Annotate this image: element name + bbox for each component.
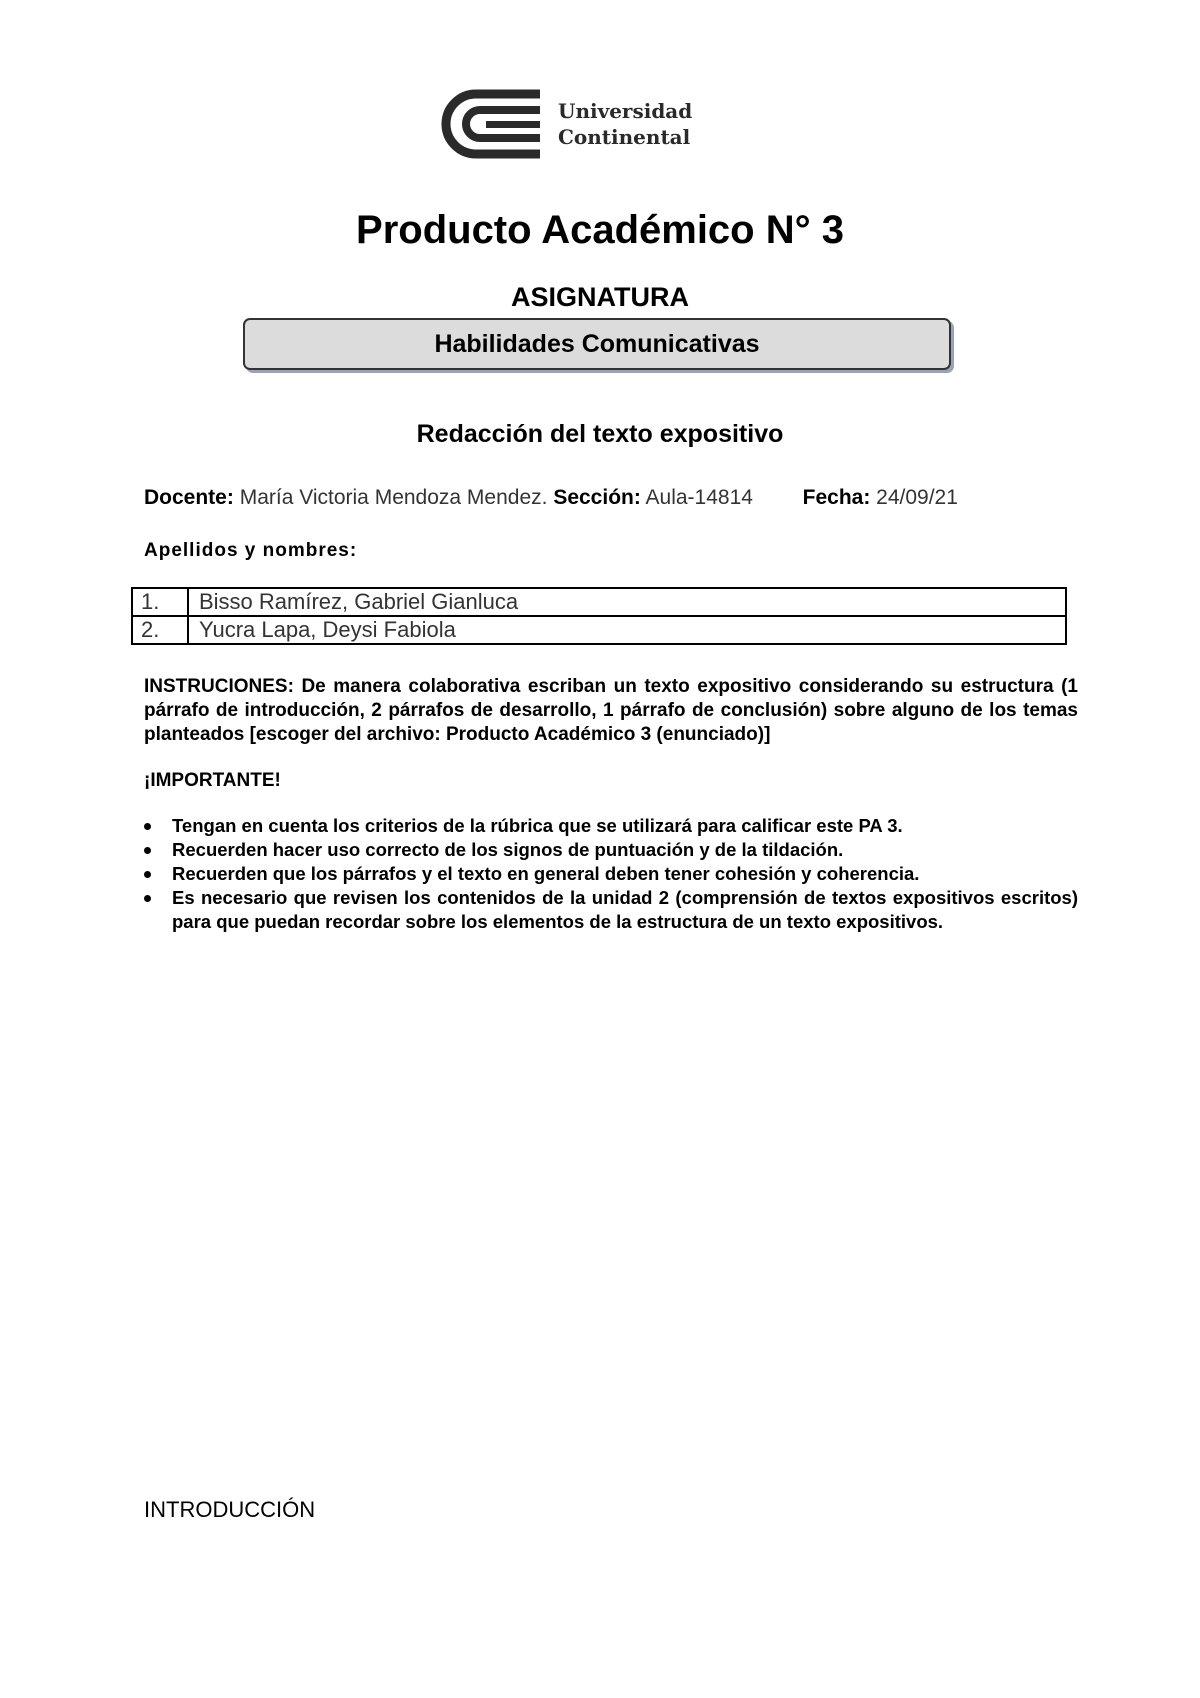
bullet-icon <box>144 823 151 830</box>
instructions <box>144 675 1078 747</box>
document-meta <box>144 486 958 510</box>
student-number: 1. <box>132 588 188 616</box>
bullet-icon <box>144 895 151 902</box>
docente-value: María Victoria Mendoza Mendez. <box>239 486 548 509</box>
list-item-text: Es necesario que revisen los contenidos de la unidad 2 (comprensión de textos expositivos escritos) para que puedan recordar sobre los elementos de la estructura de un texto expositivos. <box>172 887 1078 932</box>
important-label: ¡IMPORTANTE! <box>144 770 281 791</box>
student-number: 2. <box>132 616 188 644</box>
student-name: Bisso Ramírez, Gabriel Gianluca <box>188 588 1066 616</box>
list-item-text: Tengan en cuenta los criterios de la rúbrica que se utilizará para calificar este PA 3. <box>172 815 903 836</box>
logo-text-line1: Universidad <box>558 99 693 123</box>
table-row <box>132 616 1066 644</box>
list-item <box>144 862 1078 886</box>
students-label: Apellidos y nombres: <box>144 540 358 561</box>
logo-text-line2: Continental <box>558 125 691 149</box>
seccion-label: Sección: <box>553 486 641 509</box>
list-item-text: Recuerden hacer uso correcto de los signos de puntuación y de la tildación. <box>172 839 844 860</box>
list-item-text: Recuerden que los párrafos y el texto en general deben tener cohesión y coherencia. <box>172 863 920 884</box>
students-table <box>131 587 1067 645</box>
subject-name: Habilidades Comunicativas <box>434 329 760 358</box>
instructions-label: INSTRUCIONES: <box>144 676 294 697</box>
list-item <box>144 886 1078 934</box>
instructions-text: De manera colaborativa escriban un texto expositivo considerando su estructura (1 párrafo de introducción, 2 párrafos de desarrollo, 1 párrafo de conclusión) sobre alguno de los temas planteados [escoger del archivo: Producto Académico 3 (enunciado)] <box>144 676 1078 745</box>
logo-text <box>558 98 692 150</box>
logo-mark-icon <box>440 88 548 160</box>
fecha-value: 24/09/21 <box>876 486 958 509</box>
seccion-value: Aula-14814 <box>645 486 753 509</box>
fecha-label: Fecha: <box>802 486 871 509</box>
list-item <box>144 838 1078 862</box>
document-title: Producto Académico N° 3 <box>356 208 844 252</box>
important-list <box>144 814 1078 934</box>
bullet-icon <box>144 871 151 878</box>
subject-name-box <box>243 318 951 370</box>
docente-label: Docente: <box>144 486 234 509</box>
introduction-heading: INTRODUCCIÓN <box>144 1497 316 1522</box>
subject-heading: ASIGNATURA <box>511 282 689 312</box>
topic-title: Redacción del texto expositivo <box>416 420 784 448</box>
list-item <box>144 814 1078 838</box>
bullet-icon <box>144 847 151 854</box>
student-name: Yucra Lapa, Deysi Fabiola <box>188 616 1066 644</box>
university-logo <box>440 88 720 170</box>
table-row <box>132 588 1066 616</box>
